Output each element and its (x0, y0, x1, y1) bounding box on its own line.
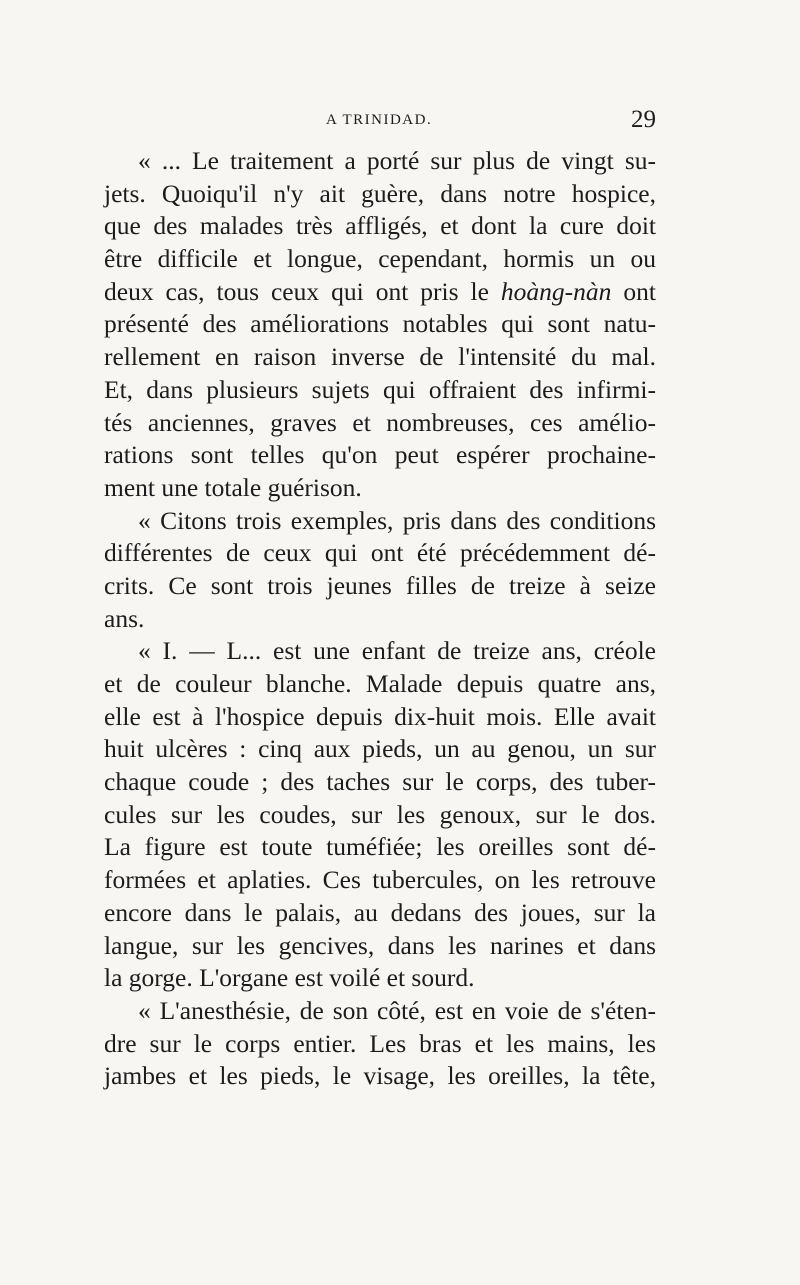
text-line: langue, sur les gencives, dans les narines et dans (104, 930, 656, 960)
text-line (104, 276, 656, 309)
italic-term: hoàng-nàn (500, 276, 612, 306)
text-line: La figure est toute tuméfiée; les oreilles sont dé- (104, 832, 656, 862)
text-line: que des malades très affligés, et dont la cure doit (104, 211, 656, 241)
text-line: « I. — L... est une enfant de treize ans, créole (138, 636, 656, 666)
text-line: dre sur le corps entier. Les bras et les mains, les (104, 1028, 656, 1058)
text-line: jets. Quoiqu'il n'y ait guère, dans notre hospice, (104, 178, 656, 208)
text-line: « ... Le traitement a porté sur plus de vingt su- (138, 146, 656, 175)
text-segment: ont (611, 276, 656, 306)
text-line: « Citons trois exemples, pris dans des conditions (138, 505, 656, 535)
text-line: la gorge. L'organe est voilé et sourd. (104, 963, 475, 993)
text-line: rations sont telles qu'on peut espérer prochaine- (104, 440, 656, 470)
text-line: ment une totale guérison. (104, 472, 362, 502)
text-line: ans. (104, 603, 145, 633)
text-line: tés anciennes, graves et nombreuses, ces amélio- (104, 407, 656, 437)
page-number: 29 (631, 106, 656, 133)
text-line: être difficile et longue, cependant, hormis un ou (104, 244, 656, 274)
text-line: « L'anesthésie, de son côté, est en voie de s'éten- (138, 995, 656, 1025)
text-line: cules sur les coudes, sur les genoux, sur le dos. (104, 799, 656, 829)
text-line: jambes et les pieds, le visage, les oreilles, la tête, (104, 1061, 656, 1091)
text-line: rellement en raison inverse de l'intensité du mal. (104, 342, 656, 372)
text-line: encore dans le palais, au dedans des joues, sur la (104, 897, 656, 927)
running-title: A TRINIDAD. (326, 112, 433, 128)
text-line: huit ulcères : cinq aux pieds, un au genou, un sur (104, 734, 656, 764)
text-line: présenté des améliorations notables qui sont natu- (104, 309, 656, 339)
text-line: formées et aplaties. Ces tubercules, on les retrouve (104, 865, 656, 895)
page-header (104, 106, 656, 136)
body-text (104, 145, 656, 1093)
text-line: elle est à l'hospice depuis dix-huit mois. Elle avait (104, 701, 656, 731)
text-line: Et, dans plusieurs sujets qui offraient des infirmi- (104, 374, 656, 404)
text-line: et de couleur blanche. Malade depuis quatre ans, (104, 669, 656, 698)
text-line: chaque coude ; des taches sur le corps, des tuber- (104, 767, 656, 797)
text-line: crits. Ce sont trois jeunes filles de treize à seize (104, 570, 656, 600)
text-segment: deux cas, tous ceux qui ont pris le (104, 276, 501, 306)
text-line: différentes de ceux qui ont été précédemment dé- (104, 538, 656, 568)
